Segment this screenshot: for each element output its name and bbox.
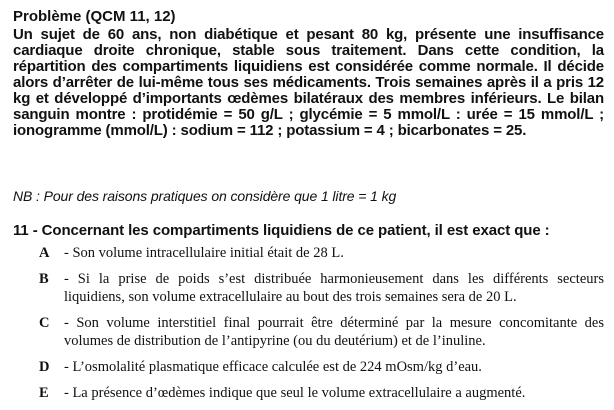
answer-d-letter: D	[39, 359, 50, 375]
answer-b-text: - Si la prise de poids s’est distribuée harmonieusement dans les différents secteurs liquidiens, son volume extracellulaire au bout des trois semaines sera de 20 L.	[64, 271, 604, 305]
answer-d	[39, 358, 604, 376]
problem-statement: Un sujet de 60 ans, non diabétique et pesant 80 kg, présente une insuffisance cardiaque droite chronique, stable sous traitement. Dans cette condition, la répartition des compartiments liquidiens est considérée comme normale. Il décide alors d’arrêter de lui-même tous ses médicaments. Trois semaines après il a pris 12 kg et développé d’importants œdèmes bilatéraux des membres inférieurs. Le bilan sanguin montre : protidémie = 50 g/L ; glycémie = 5 mmol/L : urée = 15 mmol/L ; ionogramme (mmol/L) : sodium = 112 ; potassium = 4 ; bicarbonates = 25.	[13, 26, 604, 139]
answer-c-text: - Son volume interstitiel final pourrait être déterminé par la mesure concomitante des volumes de distribution de l’antipyrine (ou du deutérium) et de l’inuline.	[64, 315, 604, 349]
answer-list	[39, 244, 604, 410]
answer-a-text: - Son volume intracellulaire initial était de 28 L.	[64, 245, 344, 261]
answer-c-letter: C	[39, 315, 50, 331]
answer-e-text: - La présence d’œdèmes indique que seul le volume extracellulaire a augmenté.	[64, 385, 526, 401]
answer-a	[39, 244, 604, 262]
answer-a-letter: A	[39, 245, 50, 261]
practical-note: NB : Pour des raisons pratiques on considère que 1 litre = 1 kg	[13, 188, 397, 204]
answer-e	[39, 384, 604, 402]
answer-e-letter: E	[39, 385, 49, 401]
answer-c	[39, 314, 604, 350]
answer-b-letter: B	[39, 271, 49, 287]
answer-b	[39, 270, 604, 306]
question-11: 11 - Concernant les compartiments liquidiens de ce patient, il est exact que :	[13, 222, 550, 239]
answer-d-text: - L’osmolalité plasmatique efficace calculée est de 224 mOsm/kg d’eau.	[64, 359, 482, 375]
problem-title: Problème (QCM 11, 12)	[13, 8, 176, 25]
